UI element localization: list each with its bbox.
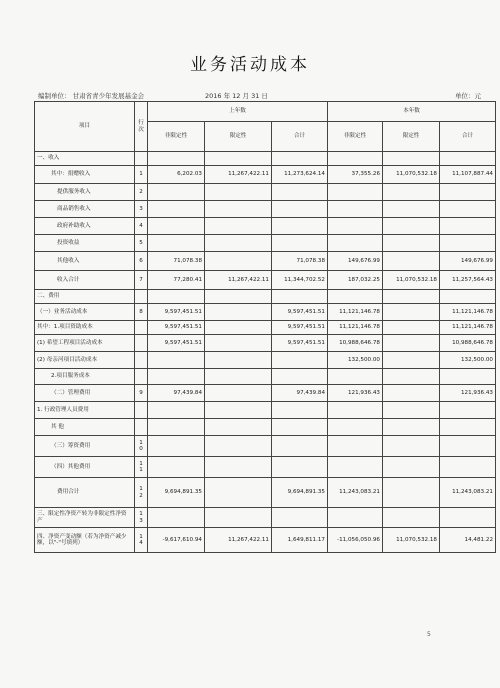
- cell-py-t: 9,597,451.51: [272, 335, 328, 352]
- row-line-no: [135, 402, 148, 419]
- cell-py-t: 97,439.84: [272, 385, 328, 402]
- header-current-total: 合计: [440, 122, 496, 152]
- table-row: [35, 304, 496, 321]
- cell-cy-u: [328, 290, 383, 304]
- row-line-no: 1 3: [135, 508, 148, 528]
- table-row: [35, 419, 496, 436]
- cell-cy-t: [440, 152, 496, 166]
- cell-cy-u: [328, 419, 383, 436]
- cell-cy-u: 132,500.00: [328, 352, 383, 369]
- cell-cy-t: [440, 369, 496, 385]
- row-line-no: 1 4: [135, 528, 148, 553]
- header-prior-total: 合计: [272, 122, 328, 152]
- table-row: [35, 152, 496, 166]
- cell-py-u: [148, 201, 205, 218]
- table-row: [35, 436, 496, 457]
- cell-cy-r: 11,070,532.18: [383, 166, 440, 184]
- cell-py-t: 11,344,702.52: [272, 271, 328, 290]
- cell-cy-r: [383, 290, 440, 304]
- cell-cy-r: [383, 478, 440, 508]
- cell-cy-t: [440, 457, 496, 478]
- cell-py-u: 9,597,451.51: [148, 304, 205, 321]
- cell-cy-u: 187,032.25: [328, 271, 383, 290]
- row-line-no: 2: [135, 184, 148, 201]
- row-line-no: 1: [135, 166, 148, 184]
- cell-py-r: [205, 335, 272, 352]
- row-label: (2) 母亲河项目活动成本: [35, 352, 135, 369]
- cell-cy-r: [383, 252, 440, 271]
- header-current-year: 本年数: [328, 102, 496, 122]
- cell-py-t: 9,597,451.51: [272, 321, 328, 335]
- cell-cy-r: [383, 385, 440, 402]
- report-date: 2016 年 12 月 31 日: [205, 92, 268, 100]
- cell-cy-r: 11,070,532.18: [383, 271, 440, 290]
- cell-cy-u: 11,121,146.78: [328, 321, 383, 335]
- cell-py-u: [148, 419, 205, 436]
- cell-cy-t: 11,121,146.78: [440, 321, 496, 335]
- cell-cy-u: -11,056,050.96: [328, 528, 383, 553]
- cell-cy-u: [328, 457, 383, 478]
- cell-cy-t: 11,107,887.44: [440, 166, 496, 184]
- cell-cy-u: 121,936.43: [328, 385, 383, 402]
- row-line-no: 4: [135, 218, 148, 235]
- row-label: 投资收益: [35, 235, 135, 252]
- cell-cy-r: [383, 352, 440, 369]
- row-label: 二、费用: [35, 290, 135, 304]
- cell-cy-t: 11,121,146.78: [440, 304, 496, 321]
- table-row: [35, 290, 496, 304]
- cell-py-r: [205, 436, 272, 457]
- table-row: [35, 166, 496, 184]
- row-label: 政府补助收入: [35, 218, 135, 235]
- row-label: （三）筹资费用: [35, 436, 135, 457]
- row-line-no: [135, 352, 148, 369]
- row-label: 其他收入: [35, 252, 135, 271]
- row-label: 2.项目服务成本: [35, 369, 135, 385]
- row-label: （一）业务活动成本: [35, 304, 135, 321]
- table-row: [35, 252, 496, 271]
- cell-py-t: 9,694,891.35: [272, 478, 328, 508]
- table-row: [35, 385, 496, 402]
- cell-cy-t: 121,936.43: [440, 385, 496, 402]
- header-project: 项目: [35, 102, 135, 152]
- row-line-no: 6: [135, 252, 148, 271]
- row-line-no: [135, 152, 148, 166]
- cell-py-u: [148, 152, 205, 166]
- cell-py-r: 11,267,422.11: [205, 271, 272, 290]
- cell-py-u: [148, 290, 205, 304]
- cell-py-u: [148, 508, 205, 528]
- table-row: [35, 369, 496, 385]
- cell-py-r: 11,267,422.11: [205, 528, 272, 553]
- row-line-no: 7: [135, 271, 148, 290]
- table-row: [35, 478, 496, 508]
- row-label: 其中：1.项目资助成本: [35, 321, 135, 335]
- cell-py-r: [205, 218, 272, 235]
- cell-py-t: 71,078.38: [272, 252, 328, 271]
- cell-cy-t: [440, 508, 496, 528]
- cell-py-r: [205, 352, 272, 369]
- table-row: [35, 321, 496, 335]
- cell-cy-t: [440, 184, 496, 201]
- cell-cy-u: [328, 402, 383, 419]
- cell-py-r: [205, 201, 272, 218]
- cell-py-r: [205, 321, 272, 335]
- row-line-no: 1 2: [135, 478, 148, 508]
- cell-py-u: [148, 352, 205, 369]
- cell-py-t: [272, 235, 328, 252]
- cell-cy-t: [440, 436, 496, 457]
- cell-cy-r: [383, 201, 440, 218]
- cell-py-t: [272, 201, 328, 218]
- cell-cy-u: 11,121,146.78: [328, 304, 383, 321]
- preparer-unit: 编制单位： 甘肃省青少年发展基金会: [38, 92, 145, 100]
- cost-table: [34, 101, 496, 553]
- cell-py-t: [272, 152, 328, 166]
- cell-py-t: [272, 184, 328, 201]
- cell-cy-r: [383, 152, 440, 166]
- table-row: [35, 457, 496, 478]
- cell-cy-t: [440, 218, 496, 235]
- row-label: (1) 希望工程项目活动成本: [35, 335, 135, 352]
- cell-cy-u: 37,355.26: [328, 166, 383, 184]
- cell-py-u: [148, 218, 205, 235]
- cell-py-u: [148, 436, 205, 457]
- cell-cy-t: [440, 402, 496, 419]
- cell-py-u: [148, 369, 205, 385]
- cell-cy-u: [328, 235, 383, 252]
- cell-py-u: [148, 235, 205, 252]
- cell-cy-t: [440, 290, 496, 304]
- table-row: [35, 402, 496, 419]
- row-line-no: 8: [135, 304, 148, 321]
- cell-py-u: [148, 457, 205, 478]
- row-label: 其 他: [35, 419, 135, 436]
- cell-cy-u: 10,988,646.78: [328, 335, 383, 352]
- cell-cy-u: [328, 436, 383, 457]
- cell-py-r: [205, 419, 272, 436]
- cell-cy-t: [440, 419, 496, 436]
- cell-cy-u: [328, 201, 383, 218]
- header-prior-restricted: 限定性: [205, 122, 272, 152]
- cell-cy-r: [383, 335, 440, 352]
- cell-py-t: [272, 419, 328, 436]
- cell-py-r: [205, 478, 272, 508]
- table-row: [35, 508, 496, 528]
- cell-py-u: [148, 184, 205, 201]
- cell-py-u: 9,597,451.51: [148, 335, 205, 352]
- header-row-1: [35, 102, 496, 122]
- cell-py-u: 97,439.84: [148, 385, 205, 402]
- cell-cy-u: [328, 218, 383, 235]
- row-line-no: 9: [135, 385, 148, 402]
- table-row: [35, 235, 496, 252]
- cell-py-t: [272, 369, 328, 385]
- row-label: 费用合计: [35, 478, 135, 508]
- row-label: （二）管理费用: [35, 385, 135, 402]
- cell-cy-r: [383, 419, 440, 436]
- row-line-no: [135, 419, 148, 436]
- cell-cy-t: 11,243,083.21: [440, 478, 496, 508]
- cell-cy-u: [328, 369, 383, 385]
- cell-cy-t: 149,676.99: [440, 252, 496, 271]
- row-label: 提供服务收入: [35, 184, 135, 201]
- cell-py-t: [272, 290, 328, 304]
- row-line-no: [135, 290, 148, 304]
- row-line-no: 3: [135, 201, 148, 218]
- row-label: 1. 行政管理人员费用: [35, 402, 135, 419]
- cell-py-t: [272, 352, 328, 369]
- cell-cy-t: [440, 235, 496, 252]
- cell-py-t: 11,273,624.14: [272, 166, 328, 184]
- cell-py-t: [272, 508, 328, 528]
- cell-cy-t: 10,988,646.78: [440, 335, 496, 352]
- page-number: 5: [427, 631, 431, 638]
- cell-py-u: [148, 402, 205, 419]
- table-row: [35, 352, 496, 369]
- cell-cy-u: [328, 508, 383, 528]
- row-label: 一、收入: [35, 152, 135, 166]
- cell-py-t: [272, 457, 328, 478]
- cell-py-r: [205, 385, 272, 402]
- table-row: [35, 271, 496, 290]
- cell-cy-r: [383, 436, 440, 457]
- cell-py-r: [205, 252, 272, 271]
- cell-py-r: [205, 290, 272, 304]
- row-label: 其中：捐赠收入: [35, 166, 135, 184]
- header-prior-year: 上年数: [148, 102, 328, 122]
- cell-cy-r: [383, 235, 440, 252]
- cell-py-r: [205, 304, 272, 321]
- cell-py-u: 9,694,891.35: [148, 478, 205, 508]
- cell-py-u: -9,617,610.94: [148, 528, 205, 553]
- row-label: 三、限定性净资产转为非限定性净资产: [35, 508, 135, 528]
- cell-cy-u: [328, 184, 383, 201]
- cell-cy-r: [383, 508, 440, 528]
- row-line-no: 5: [135, 235, 148, 252]
- row-line-no: [135, 369, 148, 385]
- cell-cy-r: [383, 369, 440, 385]
- cell-cy-r: [383, 218, 440, 235]
- row-line-no: 1 1: [135, 457, 148, 478]
- cell-cy-u: 149,676.99: [328, 252, 383, 271]
- cell-cy-u: [328, 152, 383, 166]
- cell-cy-r: [383, 457, 440, 478]
- row-label: 四、净资产变动额（若为净资产减少额，以"-"号填列）: [35, 528, 135, 553]
- cell-py-t: [272, 218, 328, 235]
- table-row: [35, 184, 496, 201]
- row-line-no: [135, 321, 148, 335]
- cell-cy-t: 11,257,564.43: [440, 271, 496, 290]
- cell-py-r: [205, 184, 272, 201]
- cell-cy-r: [383, 321, 440, 335]
- cell-cy-t: 132,500.00: [440, 352, 496, 369]
- currency-unit: 单位：元: [455, 92, 481, 100]
- cell-cy-r: [383, 402, 440, 419]
- cell-py-r: [205, 457, 272, 478]
- header-line-no: 行次: [135, 102, 148, 152]
- row-label: 收入合计: [35, 271, 135, 290]
- table-row: [35, 218, 496, 235]
- row-line-no: 1 0: [135, 436, 148, 457]
- cell-py-r: [205, 508, 272, 528]
- row-label: （四）其他费用: [35, 457, 135, 478]
- cell-py-u: 9,597,451.51: [148, 321, 205, 335]
- cell-cy-r: [383, 304, 440, 321]
- header-current-unrestricted: 非限定性: [328, 122, 383, 152]
- cell-cy-t: 14,481.22: [440, 528, 496, 553]
- cell-py-t: 1,649,811.17: [272, 528, 328, 553]
- row-label: 商品销售收入: [35, 201, 135, 218]
- header-current-restricted: 限定性: [383, 122, 440, 152]
- cell-py-u: 77,280.41: [148, 271, 205, 290]
- cell-py-r: [205, 402, 272, 419]
- cell-cy-u: 11,243,083.21: [328, 478, 383, 508]
- cell-py-r: [205, 235, 272, 252]
- page-title: 业务活动成本: [190, 55, 310, 75]
- cell-py-r: [205, 369, 272, 385]
- cell-py-t: 9,597,451.51: [272, 304, 328, 321]
- cell-py-r: 11,267,422.11: [205, 166, 272, 184]
- table-row: [35, 528, 496, 553]
- row-line-no: [135, 335, 148, 352]
- cell-cy-t: [440, 201, 496, 218]
- table-row: [35, 201, 496, 218]
- table-row: [35, 335, 496, 352]
- header-prior-unrestricted: 非限定性: [148, 122, 205, 152]
- cell-py-r: [205, 152, 272, 166]
- cell-py-t: [272, 402, 328, 419]
- cell-py-t: [272, 436, 328, 457]
- cell-cy-r: 11,070,532.18: [383, 528, 440, 553]
- cell-cy-r: [383, 184, 440, 201]
- cell-py-u: 6,202.03: [148, 166, 205, 184]
- cell-py-u: 71,078.38: [148, 252, 205, 271]
